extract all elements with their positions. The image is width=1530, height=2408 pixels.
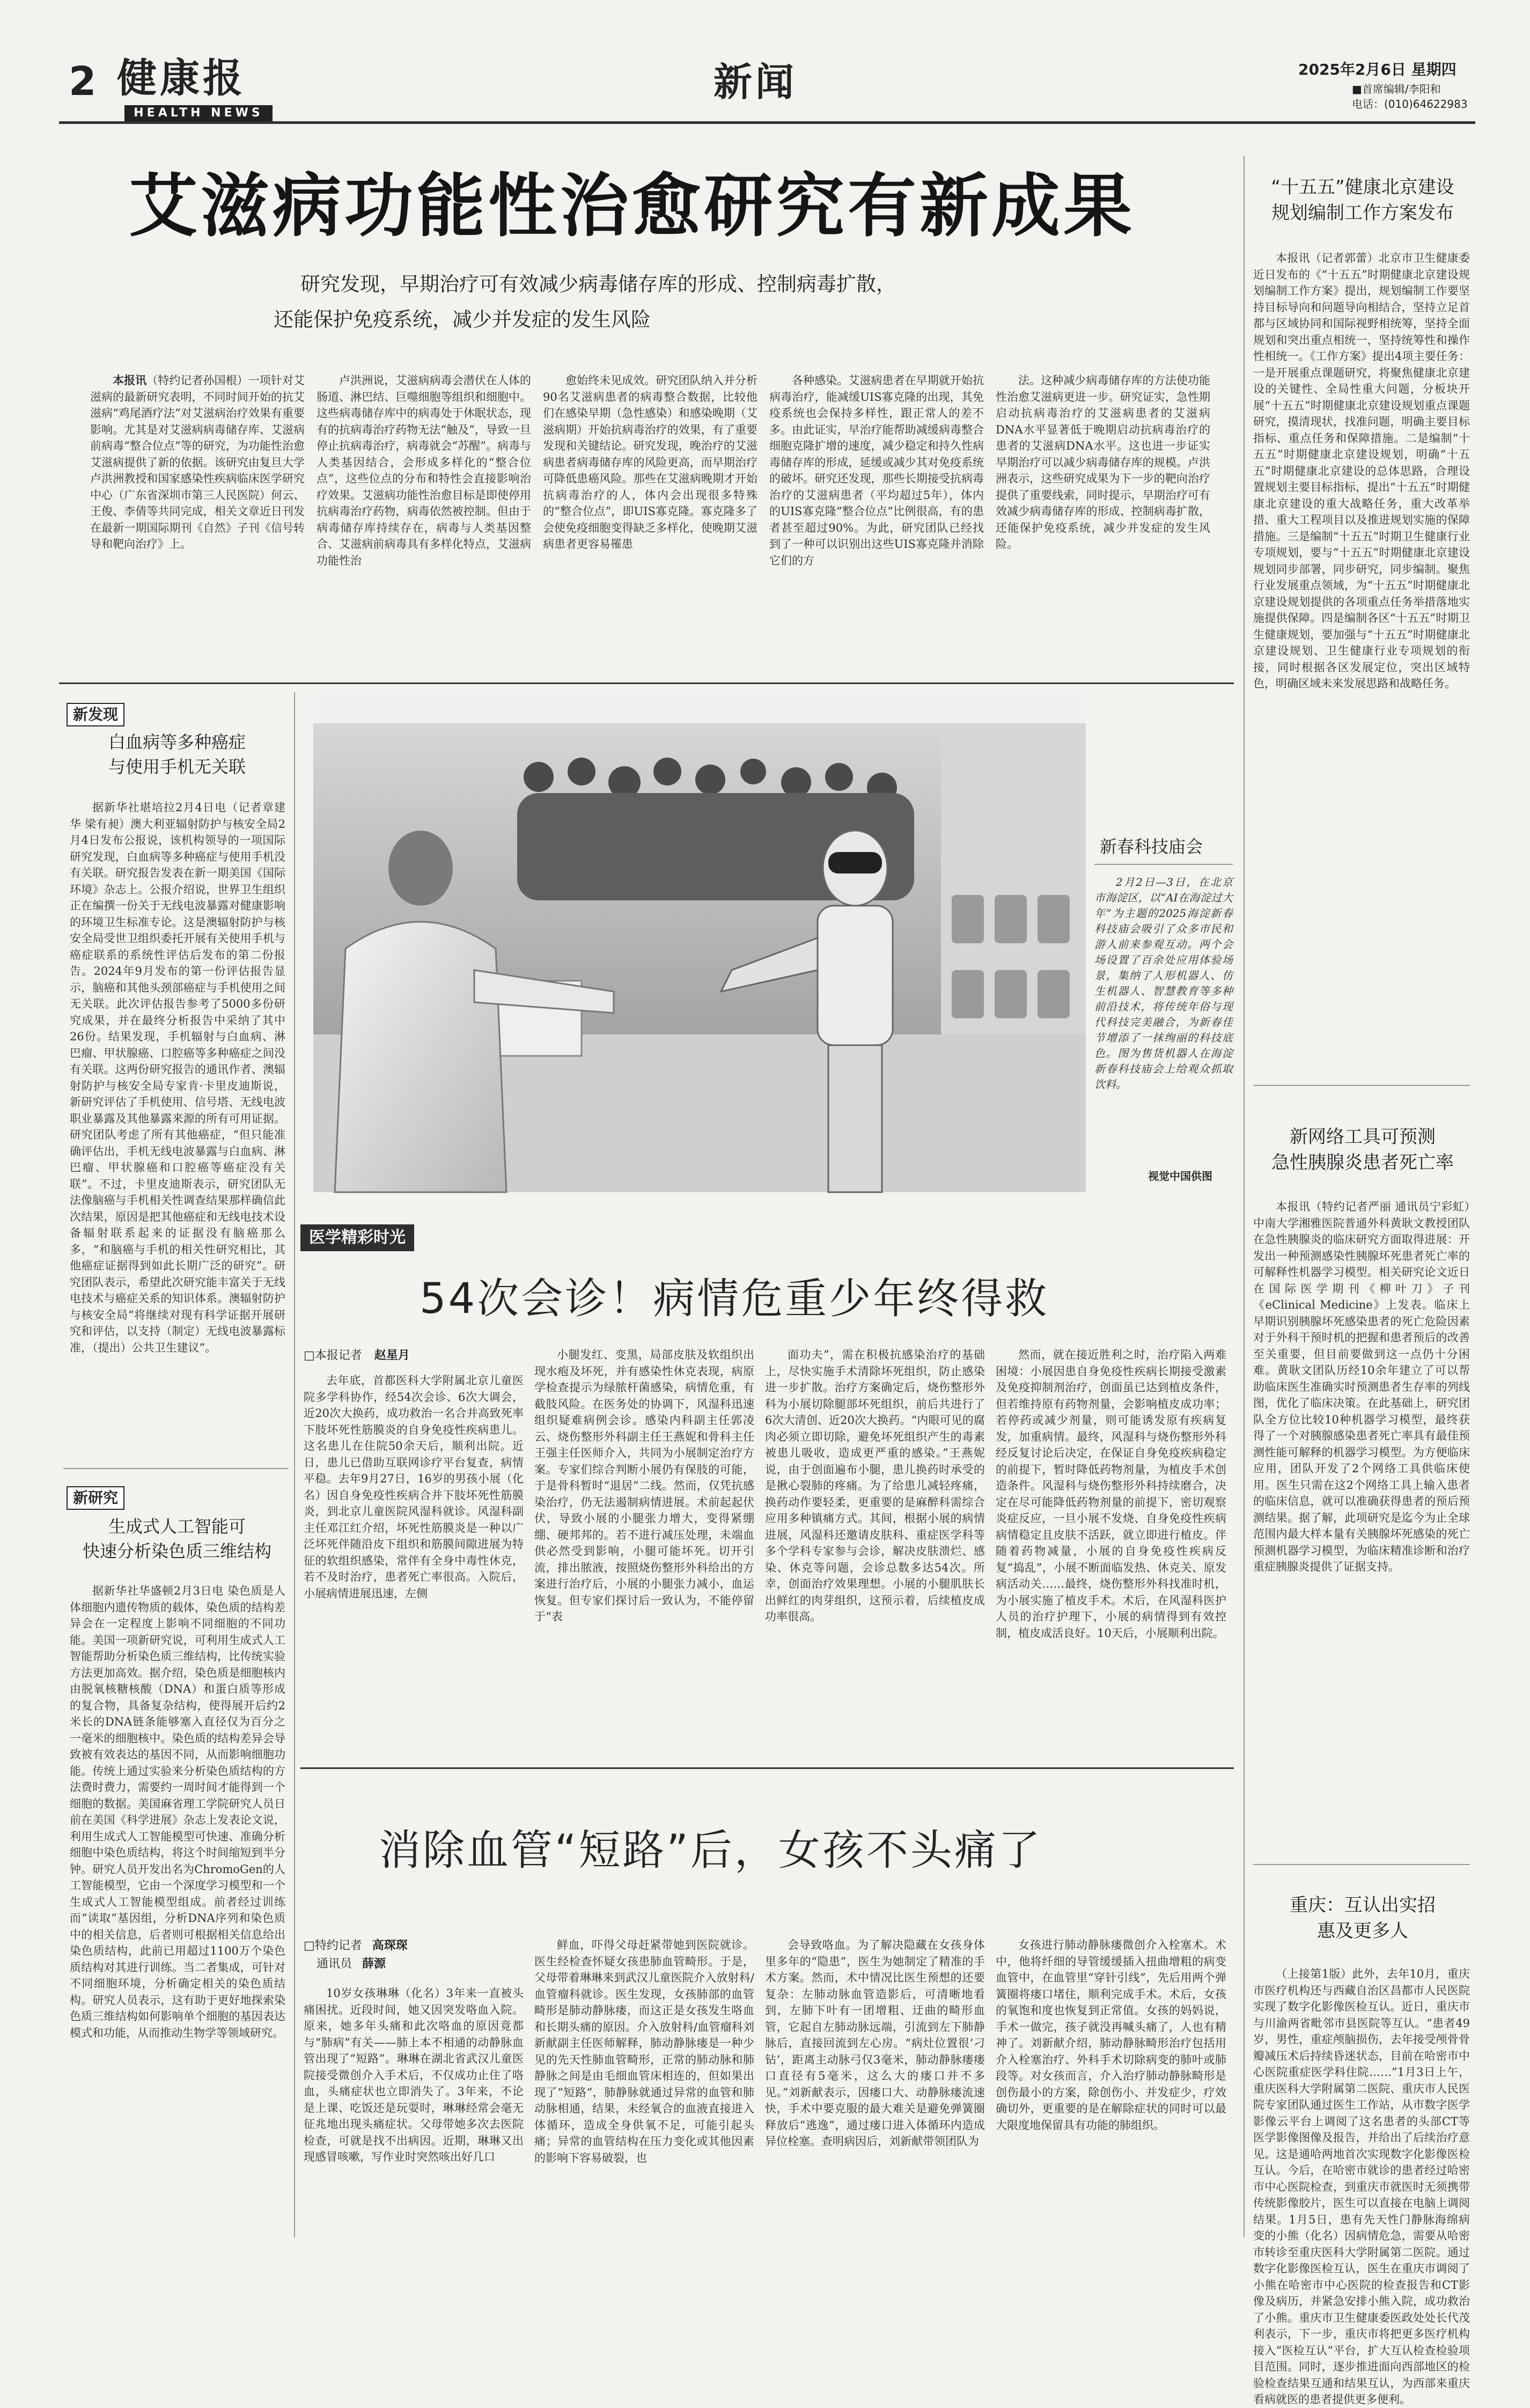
photo-credit: 视觉中国供图 [1148,1170,1212,1183]
right-mid-text: 本报讯（特约记者严丽 通讯员宁彩虹）中南大学湘雅医院普通外科黄耿文教授团队在急性胰腺炎的临床研究方面取得进展：开发出一种预测感染性胰腺坏死患者死亡率的可解释性机器学习模型。相关研究论文近日在国际医学期刊《柳叶刀》子刊《eClinical Medicine》上发表。临床上早期识别胰腺坏死感染患者的死亡危险因素对于外科干预时机的把握和患者预后的改善至关重要，但目前要做到这一点仍十分困难。黄耿文团队历经10余年建立了可以帮助临床医生准确实时预测患者生存率的列线图，优化了临床决策。在此基础上，研究团队全方位比较10种机器学习模型，最终获得了一个对胰腺感染患者死亡率具有最佳预测性能可解释的机器学习模型。为方便临床应用，团队开发了2个网络工具供临床使用。医生只需在这2个网络工具上输入患者的临床信息，就可以准确获得患者的预后预测结果。据了解，此项研究是迄今为止全球范围内最大样本量有关胰腺坏死感染的死亡预测机器学习模型，为临床精准诊断和治疗重症胰腺炎提供了证据支持。 [1253,1200,1470,1573]
issue-date: 2025年2月6日 星期四 [1298,61,1457,78]
xinfaxian-title-1: 白血病等多种癌症 [108,732,246,752]
feature1-bottom-rule [300,1767,1234,1769]
right-bottom-text: （上接第1版）此外，去年10月，重庆市医疗机构还与西藏自治区昌都市人民医院实现了数字化影像医检互认。近日，重庆市与川渝两省毗邻市县医院等互认。“患者49岁，男性，重症颅脑损伤，去年接受颅骨骨瓣减压术后持续昏迷状态，目前在哈密市中心医院重症医学科住院……”1月3日上午，重庆医科大学附属第二医院、重庆市人民医院专家团队通过医生工作站，从市数字医学影像云平台上调阅了这名患者的头部CT等医学影像图像及报告，并给出了后续治疗意见。这是通哈两地首次实现数字化影像医检互认。今后，在哈密市就诊的患者经过哈密市中心医院检查，到重庆市就医时无须携带传统影像胶片，医生可以直接在电脑上调阅结果。1月5日，患有先天性门静脉海绵病变的小熊（化名）因病情危急，需要从哈密市转诊至重庆医科大学附属第二医院。通过数字化影像医检互认，医生在重庆市调阅了小熊在哈密市中心医院的检查报告和CT影像及病历，并紧急安排小熊入院，成功救治了小熊。重庆市卫生健康委医政处处长代茂利表示，下一步，重庆市将把更多医疗机构接入“医检互认”平台，扩大互认检查检验项目范围。同时，逐步推进面向西部地区的检验检查结果互通和结果互认，为西部来重庆看病就医的患者提供更多便利。 [1253,1967,1470,2406]
feature2-headline: 消除血管“短路”后，女孩不头痛了 [379,1826,1042,1875]
feature1-col-1: 去年底，首都医科大学附属北京儿童医院多学科协作，经54次会诊、6次大调会，近20次大换药，成功救治一名合并高致死率下肢坏死性筋膜炎的自身免疫性疾病患儿。这名患儿在住院50余天后，顺利出院。近日，患儿已借助互联网诊疗平台复查，病情平稳。去年9月27日，16岁的男孩小展（化名）因自身免疫性疾病合并下肢坏死性筋膜炎，到北京儿童医院风湿科就诊。风湿科副主任邓江红介绍，坏死性筋膜炎是一种以广泛坏死伴随沿皮下组织和筋膜间隙进展为特征的软组织感染，常伴有全身中毒性休克，若不及时治疗，患者死亡率很高。入院后，小展病情进展迅速，左侧 [304,1374,524,1600]
xinfaxian-tag: 新发现 [67,703,124,726]
feature1-col-2: 小腿发红、变黑，局部皮肤及软组织出现水疱及坏死，并有感染性休克表现，病原学检查提示为绿脓杆菌感染，病情危重，有截肢风险。在医务处的协调下，风湿科迅速组织疑难病例会诊。感染内科副主任郭凌云、烧伤整形外科副主任王燕妮和骨科主任王强主任医师介入，共同为小展制定治疗方案。专家们综合判断小展仍有保肢的可能，于是骨科暂时“退居”二线。然而，仅凭抗感染治疗，仍无法遏制病情进展。术前起起伏伏，导致小展的小腿张力增大，变得紧绷绷、硬邦邦的。若不进行减压处理，未端血供必然受到影响，小腿可能坏死。切开引流，排出脓液，按照烧伤整形外科给出的方案进行治疗后，小展的小腿张力减小，血运恢复。但专家们探讨后一致认为，不能停留于“表 [534,1348,754,1623]
xinfaxian-title-2: 与使用手机无关联 [108,757,246,777]
lead-col-2: 卢洪洲说，艾滋病病毒会潜伏在人体的肠道、淋巴结、巨噬细胞等组织和细胞中。这些病毒储存库中的病毒处于休眠状态，现有的抗病毒治疗药物无法“触及”，导致一旦停止抗病毒治疗，病毒就会“苏醒”。病毒与人类基因结合，会形成多样化的“整合位点”，这些位点的分布和特性会直接影响治疗效果。艾滋病功能性治愈目标是即使停用抗病毒治疗药物，病毒依然被控制。但由于病毒储存库持续存在，病毒与人类基因整合、艾滋病前病毒具有多样化特点，艾滋病功能性治 [317,374,531,567]
feature2-byline-name-1: 高琛琛 [372,1939,408,1952]
feature2-byline-name-2: 薛源 [362,1957,386,1971]
photo-caption-text: 2月2日—3日，在北京市海淀区，以“AI在海淀过大年”为主题的2025海淀新春科技庙会吸引了众多市民和游人前来参观互动。两个会场设置了百余处应用体验场景，集纳了人形机器人、仿生机器人、智慧教育等多种前沿技术，将传统年俗与现代科技完美融合，为新春佳节增添了一抹绚丽的科技底色。图为售货机器人在海淀新春科技庙会上给观众抓取饮料。 [1094,876,1233,1091]
feature1-byline [304,1347,410,1365]
feature1-col-3: 面功夫”，需在积极抗感染治疗的基础上，尽快实施手术清除坏死组织，防止感染进一步扩散。治疗方案确定后，烧伤整形外科为小展切除腿部坏死组织，前后共进行了6次大清创、近20次大换药。“内眼可见的腐肉必须立即切除，避免坏死组织产生的毒素被患儿吸收，造成更严重的感染。”王燕妮说，由于创面遍布小腿，患儿换药时承受的是揪心裂肺的疼痛。为了给患儿减轻疼痛，换药动作要轻柔，更重要的是麻醉科需综合应用多种镇痛方式。其间，根据小展的病情进展，风湿科还邀请皮肤科、重症医学科等多个学科专家参与会诊，解决皮肤溃烂、感染、休克等问题，会诊总数多达54次。所幸，创面治疗效果理想。小展的小腿肌肤长出鲜红的肉芽组织，这预示着，后续植皮成功率很高。 [765,1348,985,1623]
feature1-headline: 54次会诊！病情危重少年终得救 [420,1275,1049,1323]
feature2-col-4: 女孩进行肺动静脉瘘微创介入栓塞术。术中，他将纤细的导管缓缓插入扭曲增粗的病变血管中，在血管里“穿针引线”，先后用两个弹簧圈将瘘口堵住，顺利完成手术。术后，女孩的氧饱和度也恢复到正常值。女孩的妈妈说，手术一做完，孩子就没再喊头痛了，人也有精神了。刘新献介绍，肺动静脉畸形治疗包括用介入栓塞治疗、外科手术切除病变的肺叶或肺段等。对女孩而言，介入治疗肺动静脉畸形是创伤最小的方案，除创伤小、并发症少，疗效确切外，更重要的是在解除症状的同时可以最大限度地保留具有功能的肺组织。 [996,1939,1226,2132]
lead-subtitle-2: 还能保护免疫系统，减少并发症的发生风险 [274,308,651,331]
feature2-byline [304,1937,408,1973]
feature2-col-1: 10岁女孩琳琳（化名）3年来一直被头痛困扰。近段时间，她又因突发咯血入院。原来，她多年头痛和此次咯血的原因竟都与“肺病”有关——肺上本不相通的动静脉血管出现了“短路”。琳琳在湖北省武汉儿童医院接受微创介入手术后，不仅成功止住了咯血，头痛症状也立即消失了。3年来，不论是上课、吃饭还是玩耍时，琳琳经常会毫无征兆地出现头痛症状。父母带她多次去医院检查，可就是找不出病因。近期，琳琳又出现感冒咳嗽，写作业时突然咳出好几口 [304,1987,524,2163]
left-column-divider [294,692,295,2237]
right-mid-title-2: 急性胰腺炎患者死亡率 [1271,1152,1454,1173]
feature1-tag: 医学精彩时光 [300,1224,414,1251]
masthead [0,0,1530,123]
photo-robot-expo [313,691,1086,1192]
feature1-col-4: 然而，就在接近胜利之时，治疗陷入两难困境：小展因患自身免疫性疾病长期接受激素及免疫抑制剂治疗，创面虽已达到植皮条件，但若维持原有药物剂量，会影响植皮成功率；若停药或减少剂量，则可能诱发原有疾病复发，加重病情。最终，风湿科与烧伤整形外科经反复讨论后决定，在保证自身免疫疾病稳定的前提下，暂时降低药物剂量，为植皮手术创造条件。风湿科与烧伤整形外科持续磨合，决定在尽可能降低药物剂量的前提下，密切观察炎症反应，一旦小展不发烧、自身免疫性疾病病情稳定且皮肤不活跃，就立即进行植皮。伴随着药物减量，小展的自身免疫性疾病反复“捣乱”，小展不断面临发热、休克关、原发病活动关……最终，烧伤整形外科找准时机，为小展实施了植皮手术。术后，在风湿科医护人员的治疗护理下，小展的病情得到有效控制，植皮成活良好。10天后，小展顺利出院。 [996,1348,1226,1640]
editor: ■首席编辑/李阳和 [1352,83,1441,96]
xinyanjiu-tag: 新研究 [67,1486,124,1510]
page-number: 2 [69,58,97,105]
feature2-byline-label-2: 通讯员 [317,1957,352,1971]
lead-col-3: 愈始终未见成效。研究团队纳入并分析90名艾滋病患者的病毒整合数据，比较他们在感染早期（急性感染）和感染晚期（艾滋病期）开始抗病毒治疗的效果，有了重要发现和关键结论。研究发现，晚治疗的艾滋病患者病毒储存库的风险更高，而早期治疗可降低患癌风险。那些在艾滋病晚期才开始抗病毒治疗的人，体内会出现很多特殊的“整合位点”，即UIS寡克隆。寡克隆多了会使免疫细胞变得缺乏多样化，使晚期艾滋病患者更容易罹患 [543,374,757,550]
right-top-text: 本报讯（记者郭蕾）北京市卫生健康委近日发布的《“十五五”时期健康北京建设规划编制工作方案》提出，规划编制工作要坚持目标导向和问题导向相结合，坚持立足首都与区域协同和国际视野相统筹，坚持全面规划和突出重点相统一，坚持统筹性和操作性相统一。《工作方案》提出4项主要任务：一是开展重点课题研究，将聚焦健康北京建设的关键性、全局性重大问题，分板块开展“十五五”时期健康北京建设规划重点课题研究，摸清现状，找准问题，明确主要目标指标、重点任务和保障措施。二是编制“十五五”时期健康北京建设规划，明确“十五五”时期健康北京建设的总体思路，合理设置规划主要目标指标，提出“十五五”时期健康北京建设的重大战略任务，重大改革举措、重大工程项目以及推进规划实施的保障措施。三是编制“十五五”时期卫生健康行业专项规划，要与“十五五”时期健康北京建设规划同步部署，同步研究，同步编制。聚焦行业发展重点领域，为“十五五”时期健康北京建设规划提供的各项重点任务举措落地实施提供保障。四是编制各区“十五五”时期卫生健康规划，要加强与“十五五”时期健康北京建设规划、卫生健康行业专项规划的衔接，同时根据各区发展定位，突出区域特色，明确区域未来发展思路和战略任务。 [1253,252,1470,690]
lead-byline: 本报讯 [113,374,147,387]
xinyanjiu-title-1: 生成式人工智能可 [108,1516,246,1537]
lead-col-1 [90,372,305,673]
phone: 电话：(010)64622983 [1352,98,1468,111]
lead-subtitle-1: 研究发现，早期治疗可有效减少病毒储存库的形成、控制病毒扩散， [300,273,896,296]
right-bottom-title-2: 惠及更多人 [1317,1920,1408,1942]
feature1-byline-label: □本报记者 [304,1349,362,1362]
feature2-col-2: 鲜血，吓得父母赶紧带她到医院就诊。医生经检查怀疑女孩患肺血管畸形。于是，父母带着琳琳来到武汉儿童医院介入放射科/血管瘤科就诊。医生发现，女孩肺部的血管畸形是肺动静脉瘘，而这正是女孩发生咯血和长期头痛的原因。介入放射科/血管瘤科刘新献副主任医师解释，肺动静脉瘘是一种少见的先天性肺血管畸形，正常的肺动脉和肺静脉之间是由毛细血管床相连的，但如果出现了“短路”，肺静脉就通过异常的血管和肺动脉相通，结果，未经氧合的血液直接进入体循环，造成全身供氧不足，可能引起头痛；异常的血管结构在压力变化或其他因素的影响下容易破裂，也 [534,1939,754,2164]
masthead-rule [59,121,1475,124]
xinfaxian-text: 据新华社堪培拉2月4日电（记者章建华 梁有昶）澳大利亚辐射防护与核安全局2月4日发布公报说，该机构领导的一项国际研究发现，白血病等多种癌症与使用手机没有关联。研究报告发表在新一期美国《国际环境》杂志上。公报介绍说，世界卫生组织正在编撰一份关于无线电波暴露对健康影响的环境卫生标准专论。这是澳辐射防护与核安全局受世卫组织委托开展有关使用手机与癌症联系的系统性评估后发布的第二份报告。2024年9月发布的第一份评估报告显示，脑癌和其他头颈部癌症与手机使用之间无关联。此次评估报告参考了5000多份研究成果，并在最终分析报告中采纳了其中26份。结果发现，手机辐射与白血病、淋巴瘤、甲状腺癌、口腔癌等多种癌症之间没有关联。这两份研究报告的通讯作者、澳辐射防护与核安全局专家肯·卡里皮迪斯说，新研究评估了手机使用、信号塔、无线电波职业暴露及其他暴露来源的所有可用证据。研究团队考虑了所有其他癌症，“但只能准确评估出，手机无线电波暴露与白血病、淋巴瘤、甲状腺癌和口腔癌等癌症没有关联”。不过，卡里皮迪斯表示，研究团队无法像脑癌与手机相关性调查结果那样确信此次结果，原因是把其他癌症和无线电技术设备辐射联系起来的证据没有脑癌那么多，“和脑癌与手机的相关性研究相比，其他癌症证据得到如此长期广泛的研究”。研究团队表示，希望此次研究能丰富关于无线电技术与癌症关系的知识体系。澳辐射防护与核安全局“将继续对现有科学证据开展研究和评估，以支持（制定）无线电波暴露标准，（提出）公共卫生建议”。 [70,801,285,1354]
paper-name-en: HEALTH NEWS [124,105,273,121]
xinyanjiu-text: 据新华社华盛顿2月3日电 染色质是人体细胞内遗传物质的载体，染色质的结构差异会在一定程度上影响不同细胞的不同功能。美国一项新研究说，可利用生成式人工智能帮助分析染色质三维结构，比传统实验方法更加高效。据介绍，染色质是细胞核内由脱氧核糖核酸（DNA）和蛋白质等形成的复合物，具备复杂结构，使得展开后约2米长的DNA链条能够塞入直径仅为百分之一毫米的细胞核中。染色质的结构差异会导致被有效表达的基因不同，从而影响细胞功能。传统上通过实验来分析染色质结构的方法费时费力，需要约一周时间才能得到一个细胞的数据。美国麻省理工学院研究人员日前在美国《科学进展》杂志上发表论文说，利用生成式人工智能模型可快速、准确分析细胞中染色质结构，将这个时间缩短到半分钟。研究人员开发出名为ChromoGen的人工智能模型，它由一个深度学习模型和一个生成式人工智能模型组成。前者经过训练而“读取”基因组，分析DNA序列和染色质中的相关信息，后者则可根据相关信息给出染色质结构，此前已用超过1100万个染色质结构对其进行训练。当二者集成，可针对不同细胞环境，分析确定相关的染色质结构。研究人员表示，这有助于更好地探索染色质三维结构如何影响单个细胞的基因表达模式和功能，从而推动生物学等领域研究。 [70,1584,285,2039]
right-bottom-title-1: 重庆：互认出实招 [1290,1895,1436,1916]
photo-caption-rule [1094,864,1233,865]
left-divider [63,1468,289,1469]
section-title: 新闻 [713,60,798,105]
feature2-col-3: 会导致咯血。为了解决隐藏在女孩身体里多年的“隐患”，医生为她制定了精准的手术方案。然而，术中情况比医生预想的还要复杂：左肺动脉血管造影后，可清晰地看到，左肺下叶有一团增粗、迂曲的畸形血管，它起自左肺动脉远端，引流到左下肺静脉后，直接回流到左心房。“病灶位置很‘刁钻’，距离主动脉弓仅3毫米，肺动静脉瘘瘘口直径有5毫米，这么大的瘘口并不多见。”刘新献表示，因瘘口大、动静脉瘘流速快，手术中要克服的最大难关是避免弹簧圈释放后“逃逸”，通过瘘口进入体循环内造成异位栓塞。查明病因后，刘新献带领团队为 [765,1939,985,2148]
xinyanjiu-title-2: 快速分析染色质三维结构 [82,1541,271,1561]
lead-headline: 艾滋病功能性治愈研究有新成果 [129,166,1136,246]
photo-caption-title: 新春科技庙会 [1100,836,1203,857]
right-divider-1 [1253,1085,1470,1086]
right-top-title-1: “十五五”健康北京建设 [1271,177,1454,198]
right-column-divider [1244,156,1245,2237]
lead-col-1-text: （特约记者孙国根）一项针对艾滋病的最新研究表明，不同时间开始的抗艾滋病“鸡尾酒疗法”对艾滋病治疗效果有重要影响。尤其是对艾滋病病毒储存库、艾滋病前病毒“整合位点”等的研究，为功能性治愈艾滋病提供了新的依据。该研究由复旦大学卢洪洲教授和国家感染性疾病临床医学研究中心（广东省深圳市第三人民医院）何云、王俊、李倩等共同完成，相关文章近日刊发在最新一期国际期刊《自然》子刊《信号转导和靶向治疗》上。 [90,374,305,550]
right-mid-title-1: 新网络工具可预测 [1290,1126,1436,1148]
lead-col-4: 各种感染。艾滋病患者在早期就开始抗病毒治疗，能减缓UIS寡克隆的出现，其免疫系统也会保持多样性，跟正常人的差不多。由此证实，早治疗能帮助减缓病毒整合细胞克隆扩增的速度，减少稳定和持久性病毒储存库的形成，延缓或减少其对免疫系统的破坏。研究还发现，那些长期接受抗病毒治疗的艾滋病患者（平均超过5年），体内的UIS寡克隆“整合位点”比例很高，有的患者甚至超过90%。为此，研究团队已经找到了一种可以识别出这些UIS寡克隆并消除它们的方 [769,374,984,567]
right-divider-2 [1253,1864,1470,1865]
right-top-title-2: 规划编制工作方案发布 [1271,202,1454,224]
paper-name: 健康报 [117,55,246,101]
feature1-byline-name: 赵星月 [374,1349,410,1362]
lead-bottom-rule [59,682,1234,684]
lead-col-5: 法。这种减少病毒储存库的方法使功能性治愈艾滋病更进一步。研究证实，急性期启动抗病毒治疗的艾滋病患者的艾滋病DNA水平显著低于晚期启动抗病毒治疗的患者的艾滋病DNA水平。这也进一步证实早期治疗可以减少病毒储存库的规模。卢洪洲表示，这些研究成果为下一步的靶向治疗提供了重要线索，同时提示，早期治疗可有效减少病毒储存库的形成、控制病毒扩散，还能保护免疫系统，减少并发症的发生风险。 [996,374,1210,550]
feature2-byline-label-1: □特约记者 [304,1939,362,1952]
